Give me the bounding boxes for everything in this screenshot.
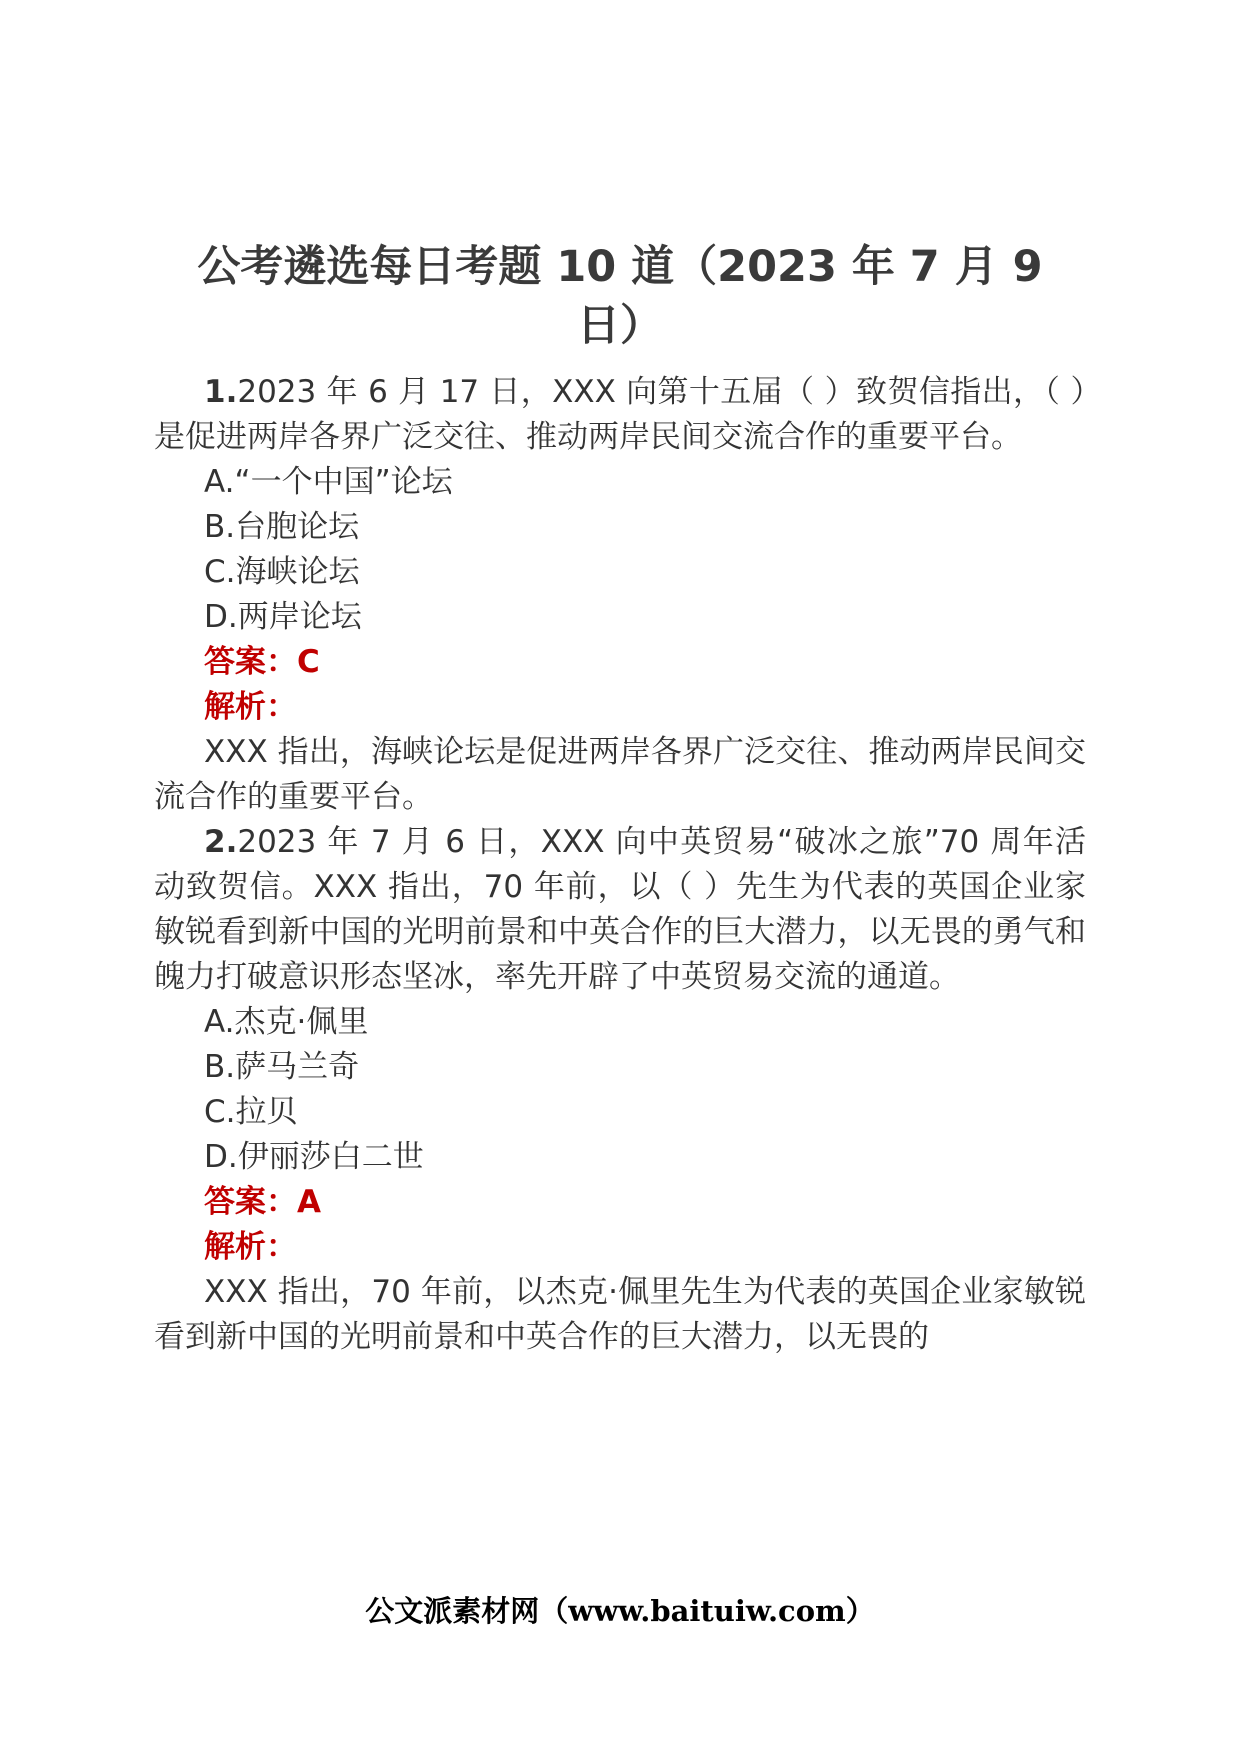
question-text: 2023 年 6 月 17 日，XXX 向第十五届（ ）致贺信指出，（ ）是促进两岸各界广泛交往、推动两岸民间交流合作的重要平台。 <box>154 374 1086 455</box>
analysis-label: 解析： <box>204 1229 297 1265</box>
answer-line: 答案：A <box>204 1184 321 1220</box>
analysis-text: XXX 指出，海峡论坛是促进两岸各界广泛交往、推动两岸民间交流合作的重要平台。 <box>154 734 1086 815</box>
option-c: C.海峡论坛 <box>204 554 360 590</box>
option-a: A.“一个中国”论坛 <box>204 464 453 500</box>
question-number: 2. <box>204 824 238 860</box>
option-d: D.两岸论坛 <box>204 599 362 635</box>
analysis-text: XXX 指出，70 年前，以杰克·佩里先生为代表的英国企业家敏锐看到新中国的光明前景和中英合作的巨大潜力，以无畏的 <box>154 1274 1086 1355</box>
question-number: 1. <box>204 374 238 410</box>
analysis-label: 解析： <box>204 689 297 725</box>
option-a: A.杰克·佩里 <box>204 1004 369 1040</box>
option-b: B.台胞论坛 <box>204 509 360 545</box>
option-c: C.拉贝 <box>204 1094 298 1130</box>
question-stem <box>154 370 1086 460</box>
question-stem <box>154 820 1086 1000</box>
answer-line: 答案：C <box>204 644 320 680</box>
question-text: 2023 年 7 月 6 日，XXX 向中英贸易“破冰之旅”70 周年活动致贺信。XXX 指出，70 年前，以（ ）先生为代表的英国企业家敏锐看到新中国的光明前景和中英合作的巨大潜力，以无畏的勇气和魄力打破意识形态坚冰，率先开辟了中英贸易交流的通道。 <box>154 824 1086 995</box>
document-body <box>154 370 1086 1360</box>
document-title: 公考遴选每日考题 10 道（2023 年 7 月 9 日） <box>197 242 1043 351</box>
option-d: D.伊丽莎白二世 <box>204 1139 424 1175</box>
footer-source: 公文派素材网（www.baituiw.com） <box>365 1594 875 1628</box>
option-b: B.萨马兰奇 <box>204 1049 360 1085</box>
